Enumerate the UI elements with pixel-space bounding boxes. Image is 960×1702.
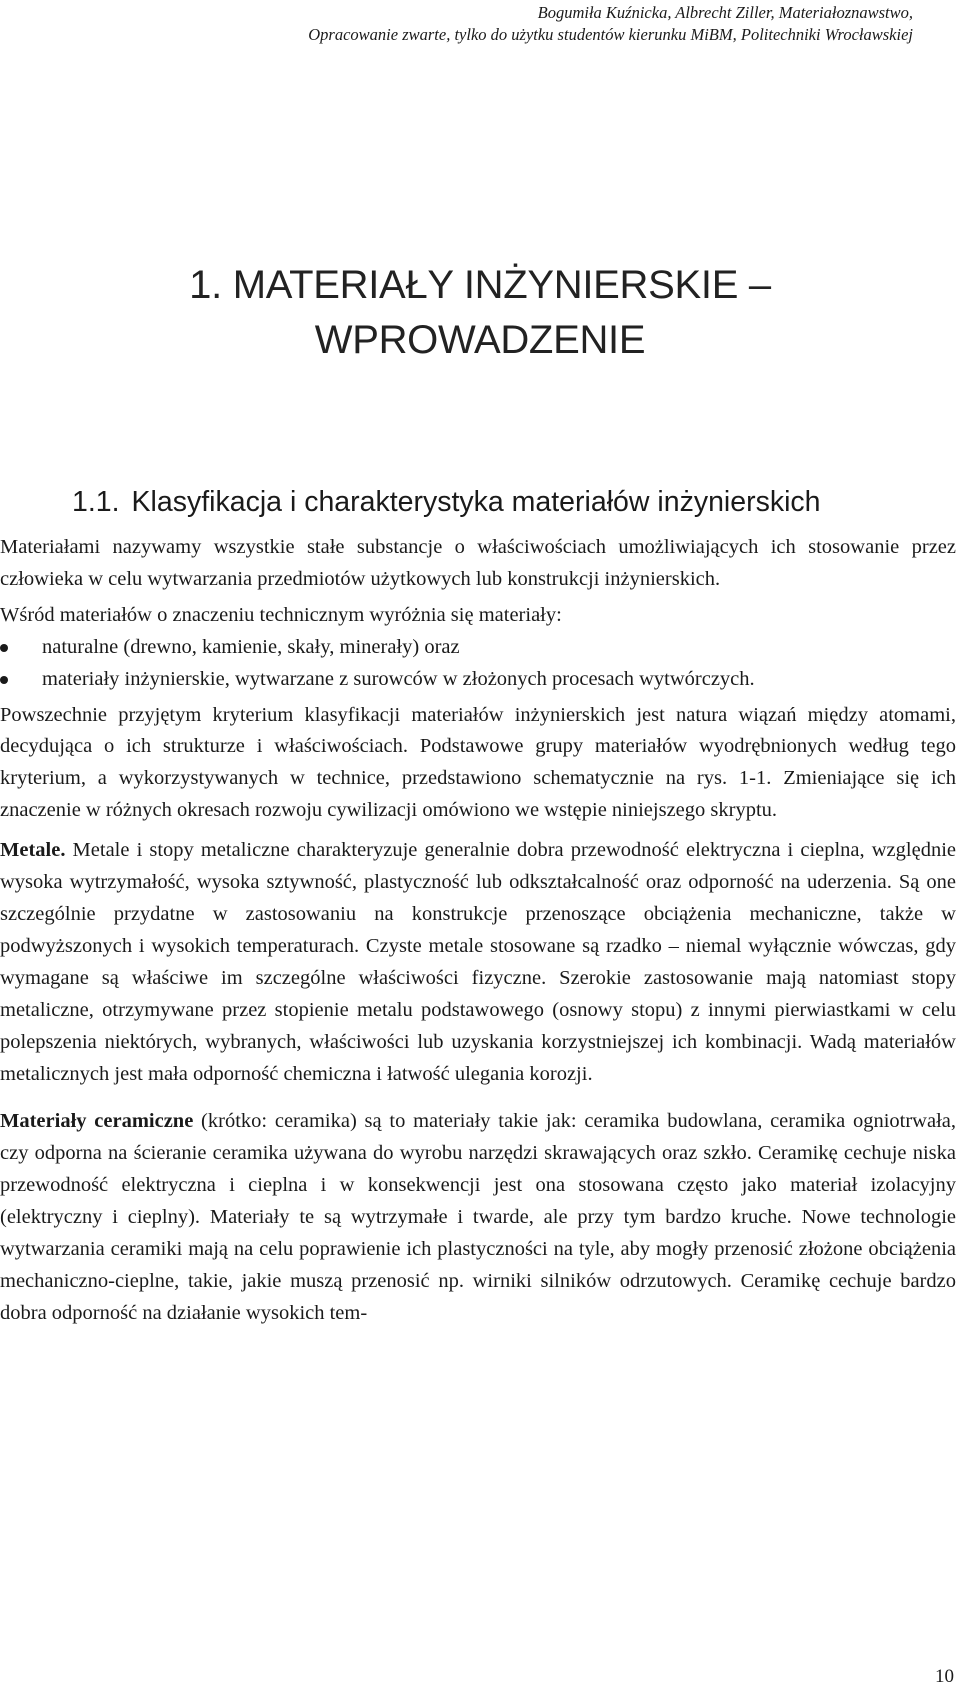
materials-bullet-list: [0, 632, 956, 696]
paragraph-classification: Powszechnie przyjętym kryterium klasyfikacji materiałów inżynierskich jest natura wiązań między atomami, decydująca o ich strukturze i właściwościach. Podstawowe grupy materiałów wyodrębnionych według tego kryterium, a wykorzystywanych w technice, przedstawiono schematycznie na rys. 1-1. Zmieniające się ich znaczenie w różnych okresach rozwoju cywilizacji omówiono we wstępie niniejszego skryptu.: [0, 703, 956, 822]
bullet-icon: [0, 644, 8, 652]
metals-text: Metale i stopy metaliczne charakteryzuje generalnie dobra przewodność elektryczna i cieplna, względnie wysoka wytrzymałość, wysoka sztywność, plastyczność lub odkształcalność oraz odporność na uderzenia. Są one szczególnie przydatne w zastosowaniu na konstrukcje przenoszące obciążenia mechaniczne, także w podwyższonych i wysokich temperaturach. Czyste metale stosowane są rzadko – niemal wyłącznie wówczas, gdy wymagane są właściwe im szczególne właściwości fizyczne. Szerokie zastosowanie mają natomiast stopy metaliczne, otrzymywane przez stopienie metalu podstawowego (osnowy stopu) z innymi pierwiastkami w celu polepszenia niektórych, wybranych, właściwości lub uzyskania korzystniejszej ich kombinacji. Wadą materiałów metalicznych jest mała odporność chemiczna i łatwość ulegania korozji.: [0, 839, 956, 1085]
header-authors-line: Bogumiła Kuźnicka, Albrecht Ziller, Materiałoznawstwo,: [537, 3, 913, 22]
paragraph-definition: Materiałami nazywamy wszystkie stałe substancje o właściwościach umożliwiających ich stosowanie przez człowieka w celu wytwarzania przedmiotów użytkowych lub konstrukcji inżynierskich.: [0, 536, 956, 590]
ceramics-text: (krótko: ceramika) są to materiały takie jak: ceramika budowlana, ceramika ogniotrwała, czy odporna na ścieranie ceramika używana do wyrobu narzędzi skrawających oraz szkło. Ceramikę cechuje niska przewodność elektryczna i cieplna i w konsekwencji jest ona stosowana często jako materiał izolacyjny (elektryczny i cieplny). Materiały te są wytrzymałe i twarde, ale przy tym bardzo kruche. Nowe technologie wytwarzania ceramiki mają na celu poprawienie ich plastyczności na tyle, aby mogły przenosić złożone obciążenia mechaniczno-cieplne, takie, jakie muszą przenosić np. wirniki silników odrzutowych. Ceramikę cechuje bardzo dobra odporność na działanie wysokich tem-: [0, 1110, 956, 1324]
ceramics-lead: Materiały ceramiczne: [0, 1110, 194, 1133]
section-number: 1.1.: [72, 486, 120, 518]
page-number: 10: [935, 1666, 954, 1687]
list-item-text: naturalne (drewno, kamienie, skały, minerały) oraz: [42, 635, 460, 658]
bullet-icon: [0, 676, 8, 684]
header-note-line: Opracowanie zwarte, tylko do użytku studentów kierunku MiBM, Politechniki Wrocławskiej: [308, 25, 913, 44]
body-text: [0, 532, 956, 1330]
metals-lead: Metale.: [0, 839, 66, 862]
list-item: [0, 664, 956, 696]
list-item-text: materiały inżynierskie, wytwarzane z surowców w złożonych procesach wytwórczych.: [42, 667, 755, 690]
chapter-title-line-2: WPROWADZENIE: [314, 318, 646, 362]
paragraph-ceramics: [0, 1106, 956, 1329]
running-header: [308, 2, 913, 46]
section-heading: [72, 484, 821, 520]
paragraph-metals: [0, 835, 956, 1090]
chapter-title-line-1: 1. MATERIAŁY INŻYNIERSKIE –: [189, 263, 771, 307]
section-title: Klasyfikacja i charakterystyka materiałów inżynierskich: [131, 486, 821, 518]
paragraph-types-intro: Wśród materiałów o znaczeniu technicznym wyróżnia się materiały:: [0, 603, 562, 626]
chapter-title: [0, 258, 960, 368]
list-item: [0, 632, 956, 664]
